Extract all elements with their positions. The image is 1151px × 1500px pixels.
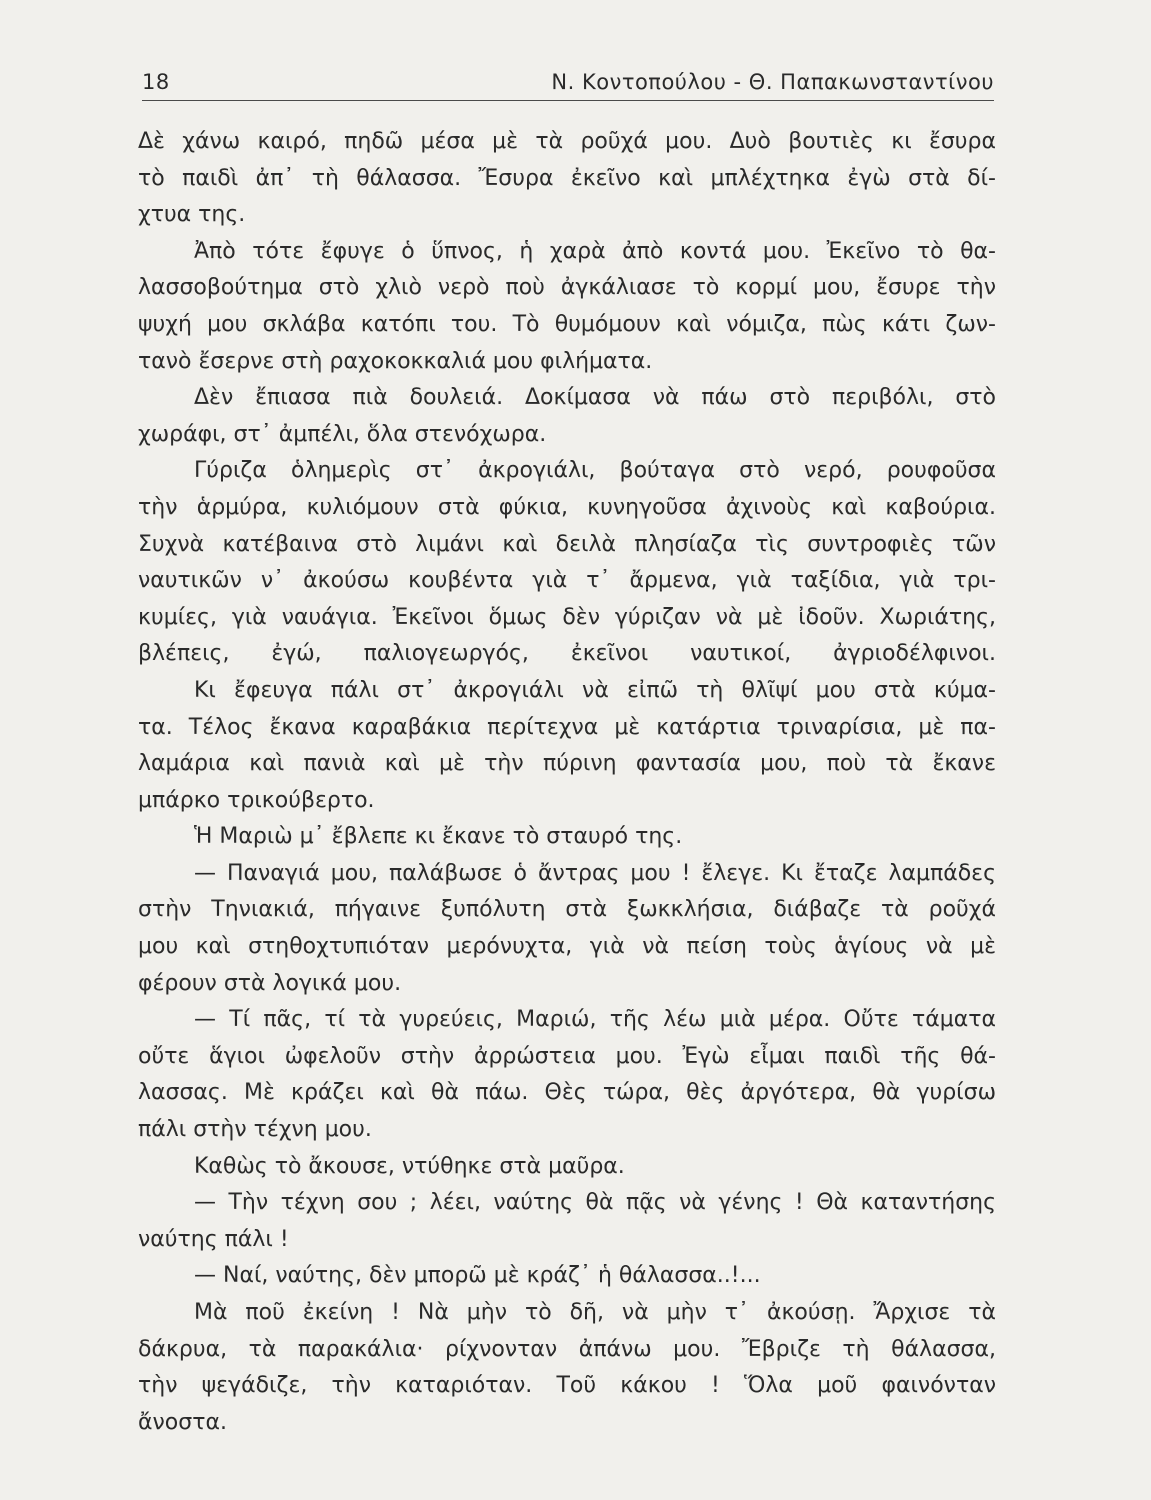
- text-line: — Ναί, ναύτης, δὲν μπορῶ μὲ κράζ᾽ ἡ θάλασσα..!...: [194, 1263, 761, 1289]
- text-line: μου καὶ στηθοχτυπιόταν μερόνυχτα, γιὰ νὰ πείση τοὺς ἁγίους νὰ μὲ: [138, 934, 996, 960]
- running-head: Ν. Κοντοπούλου - Θ. Παπακωνσταντίνου: [551, 70, 994, 94]
- text-line: Δὲν ἔπιασα πιὰ δουλειά. Δοκίμασα νὰ πάω στὸ περιβόλι, στὸ: [194, 385, 996, 411]
- text-line: δάκρυα, τὰ παρακάλια· ρίχνονταν ἀπάνω μου. Ἔβριζε τὴ θάλασσα,: [138, 1336, 996, 1362]
- text-line: ναύτης πάλι !: [138, 1226, 289, 1252]
- text-line: — Τὴν τέχνη σου ; λέει, ναύτης θὰ πᾷς νὰ γένης ! Θὰ καταντήσης: [194, 1190, 996, 1216]
- text-line: τανὸ ἔσερνε στὴ ραχοκοκκαλιά μου φιλήματα.: [138, 348, 653, 374]
- text-line: στὴν Τηνιακιά, πήγαινε ξυπόλυτη στὰ ξωκκλήσια, διάβαζε τὰ ροῦχά: [138, 897, 996, 923]
- page-number: 18: [142, 70, 170, 94]
- text-line: χωράφι, στ᾽ ἀμπέλι, ὅλα στενόχωρα.: [138, 421, 547, 447]
- page-header: [142, 64, 994, 102]
- text-line: ψυχή μου σκλάβα κατόπι του. Τὸ θυμόμουν καὶ νόμιζα, πὼς κάτι ζων-: [138, 311, 996, 337]
- text-line: Ἀπὸ τότε ἔφυγε ὁ ὕπνος, ἡ χαρὰ ἀπὸ κοντά μου. Ἐκεῖνο τὸ θα-: [194, 238, 996, 264]
- text-line: οὔτε ἅγιοι ὠφελοῦν στὴν ἀρρώστεια μου. Ἐγὼ εἶμαι παιδὶ τῆς θά-: [138, 1043, 996, 1069]
- text-line: Μὰ ποῦ ἐκείνη ! Νὰ μὴν τὸ δῆ, νὰ μὴν τ᾽ ἀκούσῃ. Ἄρχισε τὰ: [194, 1300, 996, 1325]
- text-line: κυμίες, γιὰ ναυάγια. Ἐκεῖνοι ὅμως δὲν γύριζαν νὰ μὲ ἰδοῦν. Χωριάτης,: [138, 604, 996, 630]
- text-line: λασσοβούτημα στὸ χλιὸ νερὸ ποὺ ἀγκάλιασε τὸ κορμί μου, ἔσυρε τὴν: [138, 275, 996, 301]
- text-line: λασσας. Μὲ κράζει καὶ θὰ πάω. Θὲς τώρα, θὲς ἀργότερα, θὰ γυρίσω: [138, 1080, 996, 1106]
- text-line: ἄνοστα.: [138, 1409, 227, 1435]
- text-line: Δὲ χάνω καιρό, πηδῶ μέσα μὲ τὰ ροῦχά μου. Δυὸ βουτιὲς κι ἔσυρα: [138, 129, 996, 154]
- body-text: [138, 124, 996, 1441]
- text-line: πάλι στὴν τέχνη μου.: [138, 1117, 372, 1143]
- text-line: μπάρκο τρικούβερτο.: [138, 787, 375, 813]
- text-line: τὴν ἁρμύρα, κυλιόμουν στὰ φύκια, κυνηγοῦσα ἀχινοὺς καὶ καβούρια.: [138, 494, 996, 520]
- text-line: τα. Τέλος ἔκανα καραβάκια περίτεχνα μὲ κατάρτια τριναρίσια, μὲ πα-: [138, 714, 996, 740]
- text-line: τὴν ψεγάδιζε, τὴν καταριόταν. Τοῦ κάκου ! Ὅλα μοῦ φαινόνταν: [138, 1373, 996, 1399]
- header-rule: [142, 100, 994, 101]
- text-line: Συχνὰ κατέβαινα στὸ λιμάνι καὶ δειλὰ πλησίαζα τὶς συντροφιὲς τῶν: [138, 531, 996, 557]
- text-line: λαμάρια καὶ πανιὰ καὶ μὲ τὴν πύρινη φαντασία μου, ποὺ τὰ ἔκανε: [138, 751, 996, 777]
- text-line: φέρουν στὰ λογικά μου.: [138, 970, 402, 996]
- text-line: Γύριζα ὁλημερὶς στ᾽ ἀκρογιάλι, βούταγα στὸ νερό, ρουφοῦσα: [194, 458, 996, 484]
- text-line: Ἡ Μαριὼ μ᾽ ἔβλεπε κι ἔκανε τὸ σταυρό της.: [194, 824, 683, 850]
- text-line: — Παναγιά μου, παλάβωσε ὁ ἄντρας μου ! ἔλεγε. Κι ἔταζε λαμπάδες: [194, 860, 996, 886]
- text-line: — Τί πᾶς, τί τὰ γυρεύεις, Μαριώ, τῆς λέω μιὰ μέρα. Οὔτε τάματα: [194, 1007, 996, 1033]
- text-line: χτυα της.: [138, 202, 246, 228]
- text-line: βλέπεις, ἐγώ, παλιογεωργός, ἐκεῖνοι ναυτικοί, ἀγριοδέλφινοι.: [138, 641, 996, 667]
- text-line: τὸ παιδὶ ἀπ᾽ τὴ θάλασσα. Ἔσυρα ἐκεῖνο καὶ μπλέχτηκα ἐγὼ στὰ δί-: [138, 165, 996, 191]
- text-line: Κι ἔφευγα πάλι στ᾽ ἀκρογιάλι νὰ εἰπῶ τὴ θλῖψί μου στὰ κύμα-: [194, 677, 996, 703]
- text-line: Καθὼς τὸ ἄκουσε, ντύθηκε στὰ μαῦρα.: [194, 1153, 625, 1179]
- text-line: ναυτικῶν ν᾽ ἀκούσω κουβέντα γιὰ τ᾽ ἄρμενα, γιὰ ταξίδια, γιὰ τρι-: [138, 568, 996, 594]
